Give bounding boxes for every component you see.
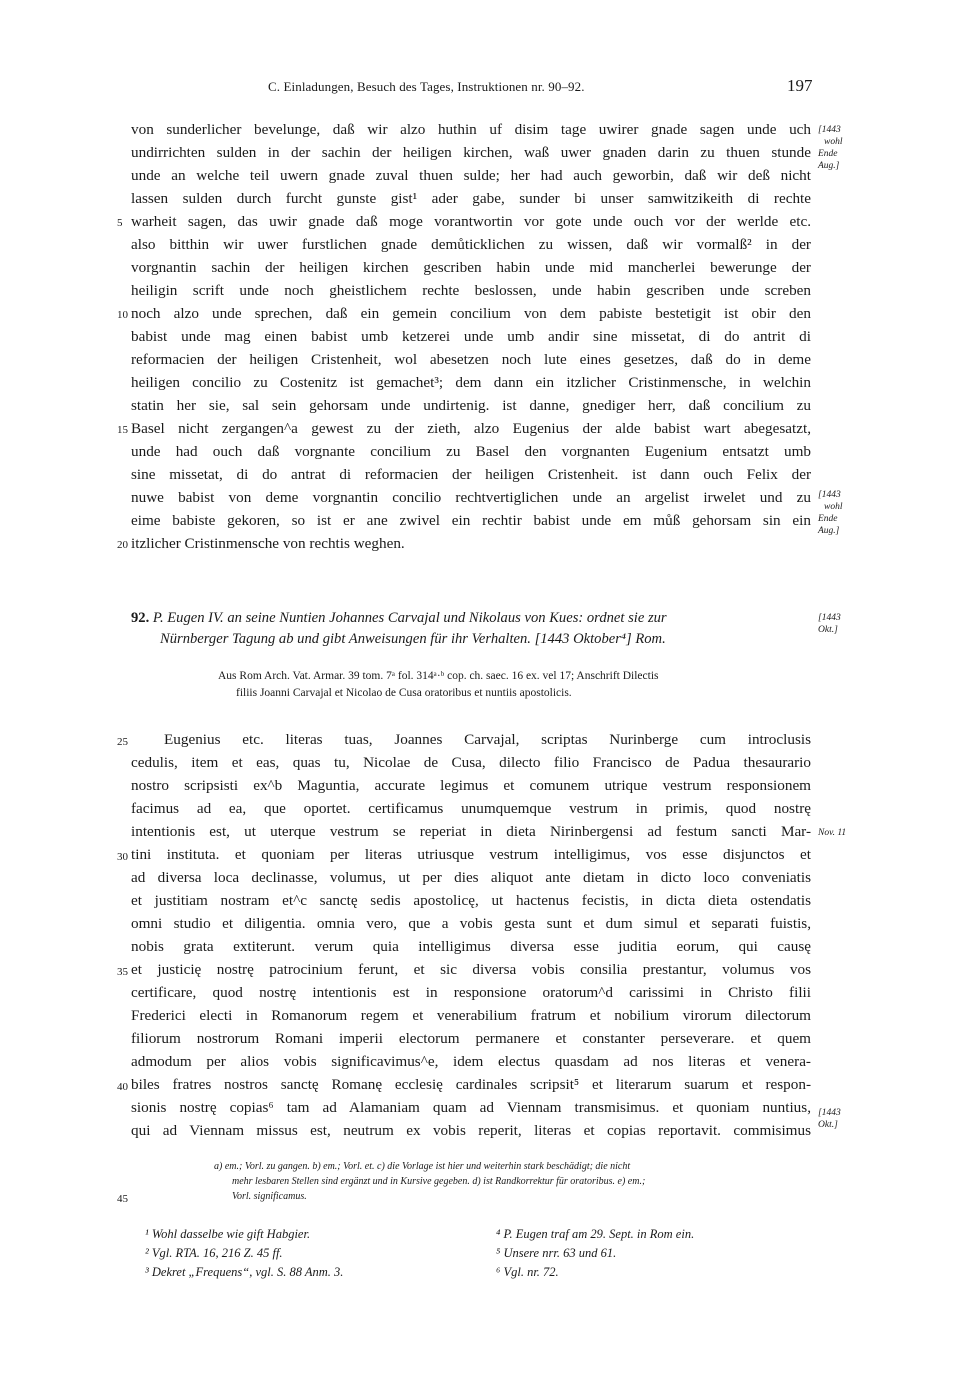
line-number: 35 xyxy=(117,966,128,978)
footnote: ⁶ Vgl. nr. 72. xyxy=(496,1265,559,1279)
text-line: omni studio et diligentia. omnia vero, que a vobis gesta sunt et dum simul et separati fuistis, xyxy=(131,915,811,932)
text-line: nobis grata extiterunt. verum quia intelligimus diversa esse juditia eorum, qui causę xyxy=(131,938,811,955)
line-number: 25 xyxy=(117,736,128,748)
text-line: undirrichten sulden in der sachin der heiligen kirchen, waß uwer gnaden darin zu thuen stunde xyxy=(131,144,811,161)
text-line: nuwe babist von deme vorgnantin concilio rechtvertiglichen unde an argelist irwelet und zu xyxy=(131,489,811,506)
text-line: unde had ouch daß vorgnante concilium zu Basel den vorgnanten Eugenium entsatzt umb xyxy=(131,443,811,460)
text-line: statin her sie, sal sein gehorsam unde undirtenig. ist danne, gnediger herr, daß concilium zu xyxy=(131,397,811,414)
text-line: ad diversa loca declinasse, volumus, ut per dies aliquot ante dietam in dicto loco conveniatis xyxy=(131,869,811,886)
footnote: ⁴ P. Eugen traf am 29. Sept. in Rom ein. xyxy=(496,1227,695,1241)
line-number: 40 xyxy=(117,1081,128,1093)
text-line: reformacien der heiligen Cristenheit, wol abesetzen noch lute eines gesetzes, daß do in deme xyxy=(131,351,811,368)
footnote: ¹ Wohl dasselbe wie gift Habgier. xyxy=(145,1227,311,1241)
footnote: ⁵ Unsere nrr. 63 und 61. xyxy=(496,1246,617,1260)
apparatus-line: mehr lesbaren Stellen sind ergänzt und in Kursive gegeben. d) ist Randkorrektur für oratoribus. e) em.; xyxy=(232,1176,646,1187)
apparatus-line: Vorl. significamus. xyxy=(232,1191,307,1202)
page-number: 197 xyxy=(787,76,813,95)
text-line: Eugenius etc. literas tuas, Joannes Carvajal, scriptas Nurinberge cum introclusis xyxy=(164,731,811,748)
line-number: 10 xyxy=(117,309,128,321)
regest-title-line: Nürnberger Tagung ab und gibt Anweisungen für ihr Verhalten. [1443 Oktober⁴] Rom. xyxy=(160,631,666,647)
text-line: sine missetat, di do antrat di reformacien der heiligen Cristenheit. ist dann ouch Felix der xyxy=(131,466,811,483)
text-line: certificare, quod nostrę intentionis est in responsione oratorum^d carissimi in Christo filii xyxy=(131,984,811,1001)
document-number: 92. xyxy=(131,610,150,626)
text-line: unde an welche teil uwern gnade zuval thuen sulde; her had auch geworbin, daß wir deß nicht xyxy=(131,167,811,184)
text-line: nostro scripsisti ex^b Maguntia, accurate legimus et comunem utrique vestrum responsionem xyxy=(131,777,811,794)
text-line: admodum per alios vobis significavimus^e, idem electus quasdam ad nos literas et venera- xyxy=(131,1053,811,1070)
margin-date-note: [1443 Okt.] xyxy=(818,1108,841,1130)
text-line: eime babiste gekoren, so ist er ane zwivel ein rechtir babist unde em můß gehorsam sin ein xyxy=(131,512,811,529)
source-note: filiis Joanni Carvajal et Nicolao de Cusa oratoribus et nuntiis apostolicis. xyxy=(236,687,572,699)
running-title: C. Einladungen, Besuch des Tages, Instruktionen nr. 90–92. xyxy=(268,79,585,94)
line-number: 30 xyxy=(117,851,128,863)
margin-date-note: [1443 wohl Ende Aug.] xyxy=(818,125,843,171)
text-line: intentionis est, ut uterque vestrum se reperiat in dieta Nirinbergensi ad festum sancti Mar- xyxy=(131,823,811,840)
apparatus-line: a) em.; Vorl. zu gangen. b) em.; Vorl. et. c) die Vorlage ist hier und weiterhin stark beschädigt; die nicht xyxy=(214,1161,631,1172)
margin-date-note: [1443 Okt.] xyxy=(818,613,841,635)
footnote: ² Vgl. RTA. 16, 216 Z. 45 ff. xyxy=(145,1246,283,1260)
text-line: Basel nicht zergangen^a gewest zu der zieth, alzo Eugenius der alde babist wart abegesatzt, xyxy=(131,420,811,437)
regest-title-line: 92. P. Eugen IV. an seine Nuntien Johannes Carvajal und Nikolaus von Kues: ordnet sie zur xyxy=(131,610,667,626)
text-line: noch alzo unde sprechen, daß ein gemein concilium von dem pabiste bestetigit ist obir den xyxy=(131,305,811,322)
text-line: qui ad Viennam missus est, neutrum ex vobis reperit, literas et copias reportavit. commisimus xyxy=(131,1122,811,1139)
text-line: tini instituta. et quoniam per literas utriusque vestrum intelligimus, vos esse disjunctos et xyxy=(131,846,811,863)
line-number: 20 xyxy=(117,539,128,551)
text-line: Frederici electi in Romanorum regem et venerabilium fratrum et nobilium virorum dilectorum xyxy=(131,1007,811,1024)
text-line: heiligin scrift unde noch gheistlichem rechte beslossen, unde habin gescriben unde screben xyxy=(131,282,811,299)
line-number: 5 xyxy=(117,217,123,229)
text-line: babist unde mag einen babist umb ketzerei unde umb andir sine missetat, di do antrit di xyxy=(131,328,811,345)
text-line: heiligen concilio zu Costenitz ist gemachet³; dem dann ein itzlicher Cristinmensche, in welchin xyxy=(131,374,811,391)
line-number: 15 xyxy=(117,424,128,436)
text-line: vorgnantin sachin der heiligen kirchen gescriben habin unde mid mancherlei bewerunge der xyxy=(131,259,811,276)
line-number: 45 xyxy=(117,1193,128,1205)
margin-date-note: Nov. 11 xyxy=(818,828,847,838)
text-line: et justicię nostrę patrocinium ferunt, et sic diversa vobis consilia prestantur, volumus vos xyxy=(131,961,811,978)
text-line: sionis nostrę copias⁶ tam ad Alamaniam quam ad Viennam transmisimus. et quoniam nuntius, xyxy=(131,1099,811,1116)
source-note: Aus Rom Arch. Vat. Armar. 39 tom. 7ᵃ fol. 314ᵃ·ᵇ cop. ch. saec. 16 ex. vel 17; Anschrift Dilectis xyxy=(218,670,659,682)
text-line: warheit sagen, das uwir gnade daß moge vorantwortin vor gote unde ouch vor der werlde etc. xyxy=(131,213,811,230)
text-line: lassen sulden durch furcht gunste gist¹ ader gabe, sunder bi unser samwitzikeith di rechte xyxy=(131,190,811,207)
text-line: itzlicher Cristinmensche von rechtis weghen. xyxy=(131,535,405,552)
text-line: also bitthin wir uwer furstlichen gnade demůticklichen zu wissen, daß wir vormalß² in der xyxy=(131,236,811,253)
text-line: cedulis, item et eas, quas tu, Nicolae de Cusa, dilecto filio Francisco de Padua thesaurario xyxy=(131,754,811,771)
text-line: facimus ad ea, que oportet. certificamus unumquemque vestrum in primis, quod nostrę xyxy=(131,800,811,817)
text-line: et justitiam nostram et^c sanctę sedis apostolicę, ut hactenus fecistis, in dicta dieta ostendatis xyxy=(131,892,811,909)
text-line: biles fratres nostros sanctę Romanę ecclesię cardinales scripsit⁵ et literarum suarum et respon- xyxy=(131,1076,811,1093)
text-line: filiorum nostrorum Romani imperii electorum permanere et constanter perseverare. et quem xyxy=(131,1030,811,1047)
text-line: von sunderlicher bevelunge, daß wir alzo huthin uf disim tage uwirer gnade sagen unde uch xyxy=(131,121,811,138)
margin-date-note: [1443 wohl Ende Aug.] xyxy=(818,490,843,536)
footnote: ³ Dekret „Frequens“, vgl. S. 88 Anm. 3. xyxy=(145,1265,344,1279)
